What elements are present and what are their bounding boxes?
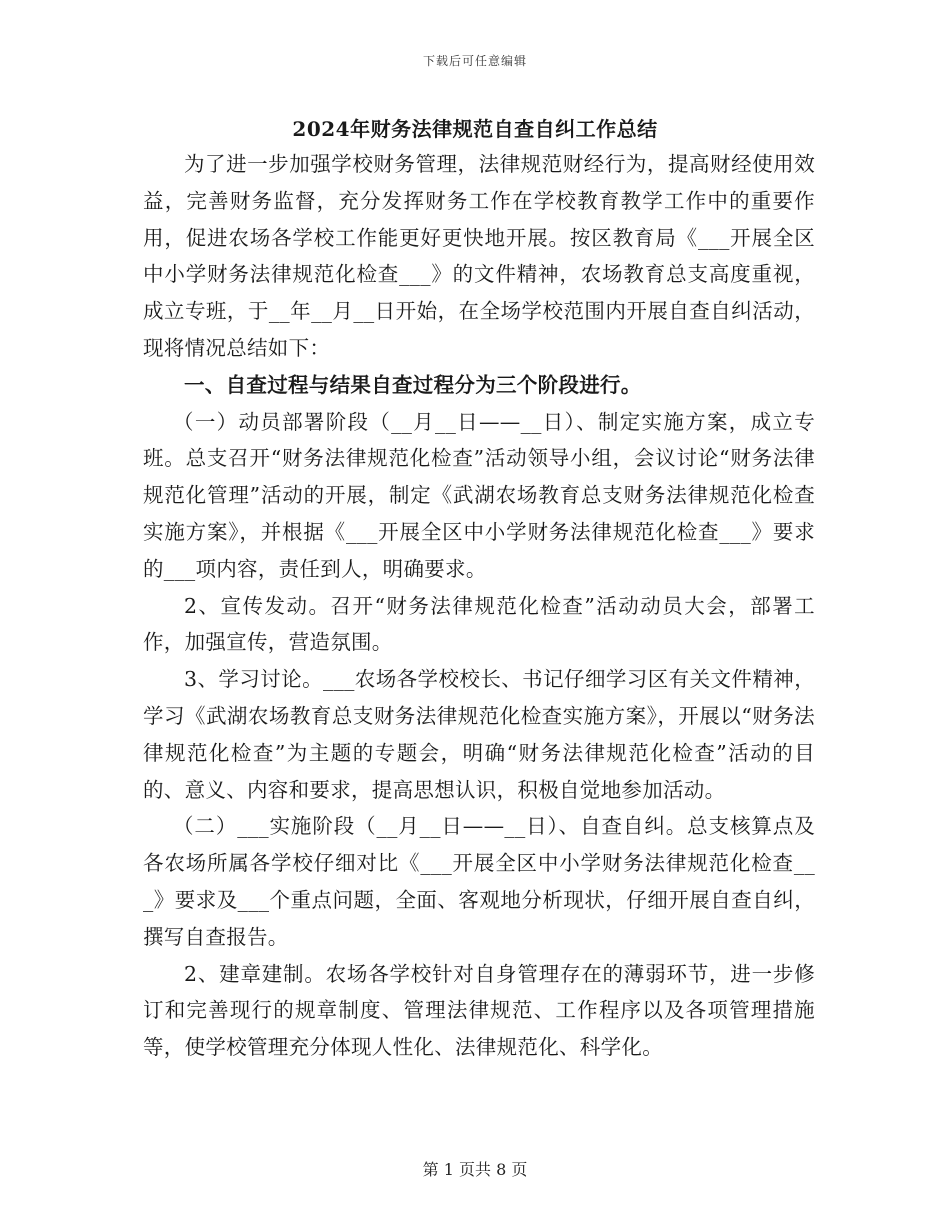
stage-1-paragraph: （一）动员部署阶段（__月__日——__日）、制定实施方案，成立专班。总支召开“财务法律规范化检查”活动领导小组，会议讨论“财务法律规范化管理”活动的开展，制定《武湖农场教育总支财务法律规范化检查实施方案》，并根据《___开展全区中小学财务法律规范化检查___》要求的___项内容，责任到人，明确要求。 (143, 409, 815, 581)
header-note: 下载后可任意编辑 (422, 54, 527, 68)
document-body (143, 146, 815, 1066)
document-title: 2024年财务法律规范自查自纠工作总结 (292, 117, 658, 141)
page-footer: 第 1 页共 8 页 (422, 1160, 528, 1179)
stage-2-paragraph: （二）___实施阶段（__月__日——__日）、自查自纠。总支核算点及各农场所属各学校仔细对比《___开展全区中小学财务法律规范化检查___》要求及___个重点问题，全面、客观地分析现状，仔细开展自查自纠，撰写自查报告。 (143, 814, 815, 949)
intro-paragraph: 为了进一步加强学校财务管理，法律规范财经行为，提高财经使用效益，完善财务监督，充分发挥财务工作在学校教育教学工作中的重要作用，促进农场各学校工作能更好更快地开展。按区教育局《___开展全区中小学财务法律规范化检查___》的文件精神，农场教育总支高度重视，成立专班，于__年__月__日开始，在全场学校范围内开展自查自纠活动，现将情况总结如下： (143, 152, 815, 360)
section-heading-1: 一、自查过程与结果自查过程分为三个阶段进行。 (184, 372, 642, 397)
rules-paragraph: 2、建章建制。农场各学校针对自身管理存在的薄弱环节，进一步修订和完善现行的规章制度、管理法律规范、工作程序以及各项管理措施等，使学校管理充分体现人性化、法律规范化、科学化。 (143, 961, 815, 1060)
study-paragraph: 3、学习讨论。___农场各学校校长、书记仔细学习区有关文件精神，学习《武湖农场教育总支财务法律规范化检查实施方案》，开展以“财务法律规范化检查”为主题的专题会，明确“财务法律规范化检查”活动的目的、意义、内容和要求，提高思想认识，积极自觉地参加活动。 (143, 667, 815, 802)
publicity-paragraph: 2、宣传发动。召开“财务法律规范化检查”活动动员大会，部署工作，加强宣传，营造氛围。 (143, 593, 815, 655)
